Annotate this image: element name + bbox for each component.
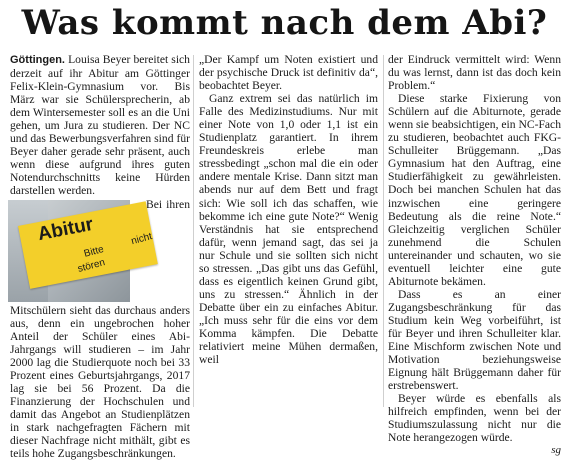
paragraph: „Der Kampf um Noten existiert und der psychische Druck ist definitiv da“, beobachtet Beyer.: [199, 53, 378, 93]
paragraph: Dass es an einer Zugangsbeschränkung für das Studium kein Weg vorbeiführt, ist für Beyer und ihren Schulleiter klar. Eine Mischform zwischen Note und Motivation beziehungsweise Eignung hält Brüggemann daher für erstrebenswert.: [388, 287, 561, 393]
paragraph-text: Bei ihren Mitschülern sieht das durchaus anders aus, denn ein ungebrochen hoher Anteil der Schüler eines Abi-Jahrgangs will studieren – im Jahr 2000 lag die Studierquote noch bei 33 Prozent eines Geburtsjahrgangs, 2017 lag sie bei 56 Prozent. Da die Finanzierung der Hochschulen und damit das Angebot an Studienplätzen in stark nachgefragten Fächern mit dieser Nachfrage nicht mithält, gibt es teils hohe Zugangsbeschränkungen.: [10, 197, 190, 460]
paragraph: [10, 198, 190, 460]
article-column-2: [199, 53, 378, 411]
paragraph: Beyer würde es ebenfalls als hilfreich empfinden, wenn bei der Studiumszulassung nicht nur die Note herangezogen würde.: [388, 392, 561, 445]
sign-subtitle: Bitte nicht stören: [76, 230, 154, 275]
sign-title: Abitur: [36, 213, 95, 245]
paragraph: Diese starke Fixierung von Schülern auf die Abiturnote, gerade wenn sie beabsichtigen, ein NC-Fach zu studieren, beobachtet auch FKG-Schulleiter Brüggemann. „Das Gymnasium hat den Auftrag, eine Studierfähigkeit zu gewährleisten. Doch bei manchen Schulen hat das inzwischen eine geringere Bedeutung als die reine Note.“ Gleichzeitig verglichen Schüler zunehmend die Schulen untereinander und schauten, wo sie eventuell leichter eine gute Abiturnote bekämen.: [388, 92, 561, 288]
abitur-photo: [8, 200, 154, 302]
paragraph: der Eindruck vermittelt wird: Wenn du was lernst, dann ist das doch kein Problem.“: [388, 53, 561, 93]
column-divider: [383, 55, 384, 407]
dateline: Göttingen.: [10, 54, 65, 66]
author-signoff: sg: [551, 444, 561, 457]
article-column-1: [10, 53, 190, 460]
column-divider: [193, 55, 194, 407]
paragraph: Ganz extrem sei das natürlich im Falle des Medizinstudiums. Nur mit einer Note von 1,0 oder 1,1 ist ein Studienplatz garantiert. In ihrem Freundeskreis erlebe man stressbedingt „schon mal die ein oder andere mentale Krise. Dann sitzt man abends nur auf dem Bett und fragt sich: Wie soll ich das schaffen, wie bekomme ich eine gute Note?“ Wenig Verständnis hat sie entsprechend dafür, wenn jemand sagt, das sei ja nur Schule und sie sollten sich nicht so stressen. „Das gibt uns das Gefühl, dass es eigentlich keinen Grund gibt, uns zu stressen.“ Ähnlich in der Debatte über ein zu einfaches Abitur. „Ich muss sehr für die eins vor dem Komma kämpfen. Die Debatte relativiert meine Mühen dermaßen, weil: [199, 92, 378, 367]
paragraph-text: Louisa Beyer bereitet sich derzeit auf ihr Abitur am Göttinger Felix-Klein-Gymnasium vor. Bis März war sie Schülersprecherin, ab dem Wintersemester soll es an die Uni gehen, um Jura zu studieren. Der NC und das Bewerbungsverfahren sind für Beyer daher gerade sehr präsent, auch wenn diese aufgrund ihres guten Notendurchschnitts keine Hürden darstellen werden.: [10, 53, 190, 198]
headline: Was kommt nach dem Abi?: [21, 3, 548, 43]
paragraph: [10, 53, 190, 198]
article-column-3: [388, 53, 561, 457]
